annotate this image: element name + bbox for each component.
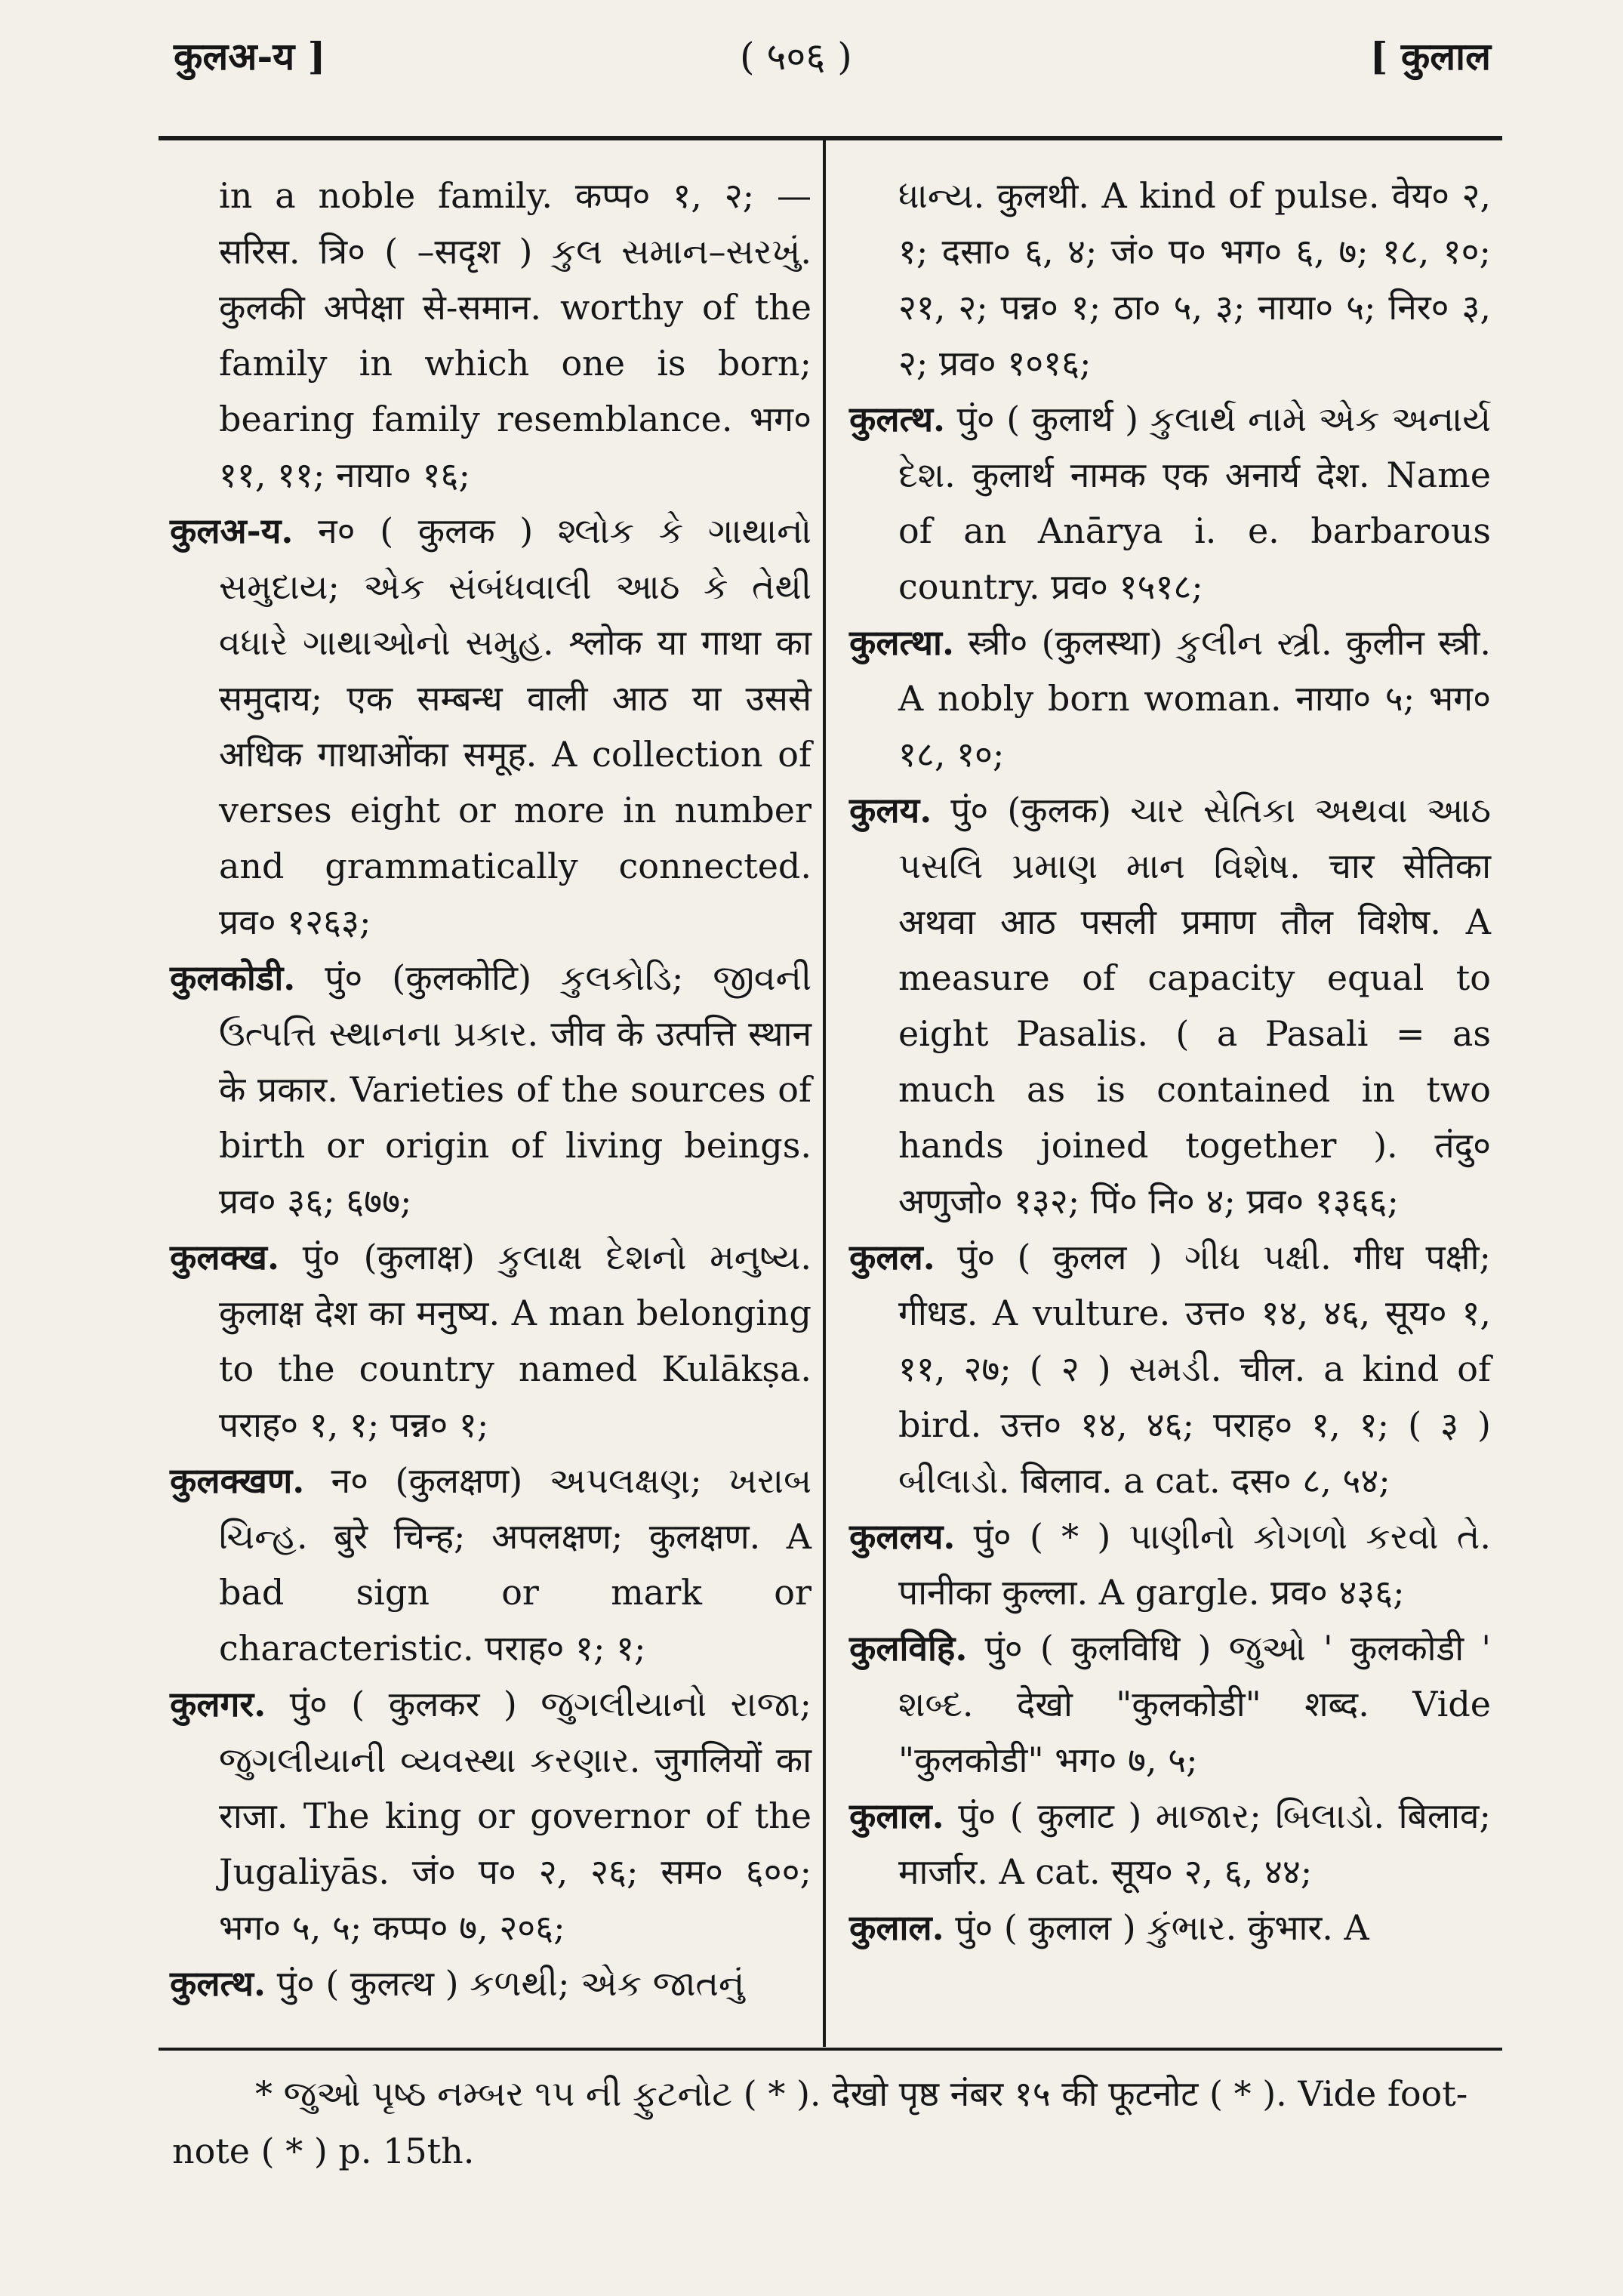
entry-headword: कुलत्था. xyxy=(849,622,954,663)
dictionary-entry xyxy=(849,1229,1491,1509)
footnote: * જુઓ પૃષ્ઠ નમ્બર ૧૫ ની ફુટનોટ ( * ). देखो पृष्ठ नंबर १५ की फूटनोट ( * ). Vide foot-note ( * ) p. 15th. xyxy=(172,2073,1468,2171)
dictionary-entry xyxy=(849,391,1491,615)
entry-headword: कुललय. xyxy=(849,1516,956,1557)
right-column xyxy=(849,168,1491,1955)
entry-headword: कुलगर. xyxy=(170,1684,266,1724)
entry-text: पुं० ( कुलाल ) કુંભાર. कुंभार. A xyxy=(955,1907,1369,1948)
entry-headword: कुलविहि. xyxy=(849,1628,968,1669)
entry-text: in a noble family. कप्प० १, २; —सरिस. त्रि० ( –सदृश ) કુલ સમાન–સરખું. कुलकी अपेक्षा से-समान. worthy of the family in which one is born; bearing family resemblance. भग० ११, ११; नाया० १६; xyxy=(219,175,812,495)
entry-text: न० ( कुलक ) શ્લોક કે ગાથાનો સમુદાય; એક સંબંધવાલી આઠ કે તેથી વધારે ગાથાઓનો સમુહ. श्लोक या गाथा का समुदाय; एक सम्बन्ध वाली आठ या उससे अधिक गाथाओंका समूह. A collection of verses eight or more in number and grammatically connected. प्रव० १२६३; xyxy=(219,510,812,942)
column-divider xyxy=(823,140,826,2047)
entry-text: पुं० ( कुलाट ) માજાર; બિલાડો. बिलाव; मार्जार. A cat. सूय० २, ६, ४४; xyxy=(898,1795,1491,1892)
entry-headword: कुलकोडी. xyxy=(170,957,296,998)
entry-text: न० (कुलक्षण) અપલક્ષણ; ખરાબ ચિન્હ. बुरे चिन्ह; अपलक्षण; कुलक्षण. A bad sign or mark or characteristic. पराह० १; १; xyxy=(219,1460,812,1669)
entry-text: पुं० ( कुलकर ) જુગલીયાનો રાજા; જુગલીયાની વ્યવસ્થા કરણાર. जुगलियों का राजा. The king or governor of the Jugaliyās. जं० प० २, २६; सम० ६००; भग० ५, ५; कप्प० ७, २०६; xyxy=(219,1684,812,1948)
entry-headword: कुलल. xyxy=(849,1237,935,1277)
dictionary-entry xyxy=(849,782,1491,1229)
entry-text: स्त्री० (कुलस्था) કુલીન સ્ત્રી. कुलीन स्त्री. A nobly born woman. नाया० ५; भग० १८, १०; xyxy=(898,622,1491,775)
entry-text: पुं० (कुलक) ચાર સેતિકા અથવા આઠ પસલિ પ્રમાણ માન વિશેષ. चार सेतिका अथवा आठ पसली प्रमाण तौल विशेष. A measure of capacity equal to eight Pasalis. ( a Pasali = as much as is contained in two hands joined together ). तंदु० अणुजो० १३२; पिं० नि० ४; प्रव० १३६६; xyxy=(898,790,1492,1222)
entry-text: पुं० (कुलाक्ष) કુલાક્ષ દેશનો મનુષ્ય. कुलाक्ष देश का मनुष्य. A man belonging to the country named Kulākṣa. पराह० १, १; पन्न० १; xyxy=(219,1237,812,1445)
dictionary-entry xyxy=(849,1620,1491,1788)
entry-headword: कुलक्ख. xyxy=(170,1237,279,1277)
entry-headword: कुलाल. xyxy=(849,1907,944,1948)
dictionary-entry xyxy=(170,950,812,1229)
entry-text: ધાન્ય. कुलथी. A kind of pulse. वेय० २, १; दसा० ६, ४; जं० प० भग० ६, ७; १८, १०; २१, २; पन्न० १; ठा० ५, ३; नाया० ५; निर० ३, २; प्रव० १०१६; xyxy=(898,175,1491,384)
header-right-guideword: [ कुलाल xyxy=(1369,34,1491,79)
dictionary-entry xyxy=(849,1900,1491,1955)
entry-continuation xyxy=(849,168,1491,391)
entry-continuation xyxy=(170,168,812,503)
entry-headword: कुलत्थ. xyxy=(849,399,946,439)
dictionary-entry xyxy=(170,1676,812,1955)
entry-text: पुं० ( * ) પાણીનો કોગળો કરવો તે. पानीका कुल्ला. A gargle. प्रव० ४३६; xyxy=(898,1516,1492,1613)
entry-text: पुं० (कुलकोटि) કુલકોડિ; જીવની ઉત્પત્તિ સ્થાનના પ્રકાર. जीव के उत्पत्ति स्थान के प्रकार. Varieties of the sources of birth or origin of living beings. प्रव० ३६; ६७७; xyxy=(219,957,812,1222)
entry-text: पुं० ( कुलार्थ ) કુલાર્થ નામે એક અનાર્ય દેશ. कुलार्थ नामक एक अनार्य देश. Name of an Anārya i. e. barbarous country. प्रव० १५१८; xyxy=(898,399,1491,607)
dictionary-entry xyxy=(849,615,1491,782)
header-rule xyxy=(159,136,1502,140)
entry-headword: कुलत्थ. xyxy=(170,1963,266,2004)
footnote-rule xyxy=(159,2048,1502,2051)
entry-headword: कुलअ-य. xyxy=(170,510,294,551)
dictionary-entry xyxy=(849,1788,1491,1900)
entry-text: पुं० ( कुलविधि ) જુઓ ' कुलकोडी ' શબ્દ. देखो "कुलकोडी" शब्द. Vide "कुलकोडी" भग० ७, ५; xyxy=(898,1628,1491,1780)
left-column xyxy=(170,168,812,2011)
dictionary-entry xyxy=(170,1229,812,1453)
entry-headword: कुलक्खण. xyxy=(170,1460,305,1501)
dictionary-entry xyxy=(170,503,812,950)
entry-headword: कुलाल. xyxy=(849,1795,944,1836)
entry-headword: कुलय. xyxy=(849,790,932,831)
entry-text: पुं० ( कुलल ) ગીધ પક્ષી. गीध पक्षी; गीधड. A vulture. उत्त० १४, ४६, सूय० १, ११, २७; ( २ ) સમડી. चील. a kind of bird. उत्त० १४, ४६; पराह० १, १; ( ३ ) બીલાડો. बिलाव. a cat. दस० ८, ५४; xyxy=(898,1237,1491,1501)
dictionary-entry xyxy=(170,1955,812,2011)
header-left-guideword: कुलअ-य ] xyxy=(174,34,326,79)
dictionary-entry xyxy=(849,1509,1491,1620)
dictionary-entry xyxy=(170,1453,812,1676)
page-number: ( ५०६ ) xyxy=(740,35,852,79)
entry-text: पुं० ( कुलत्थ ) કળથી; એક જાતનું xyxy=(276,1963,745,2004)
